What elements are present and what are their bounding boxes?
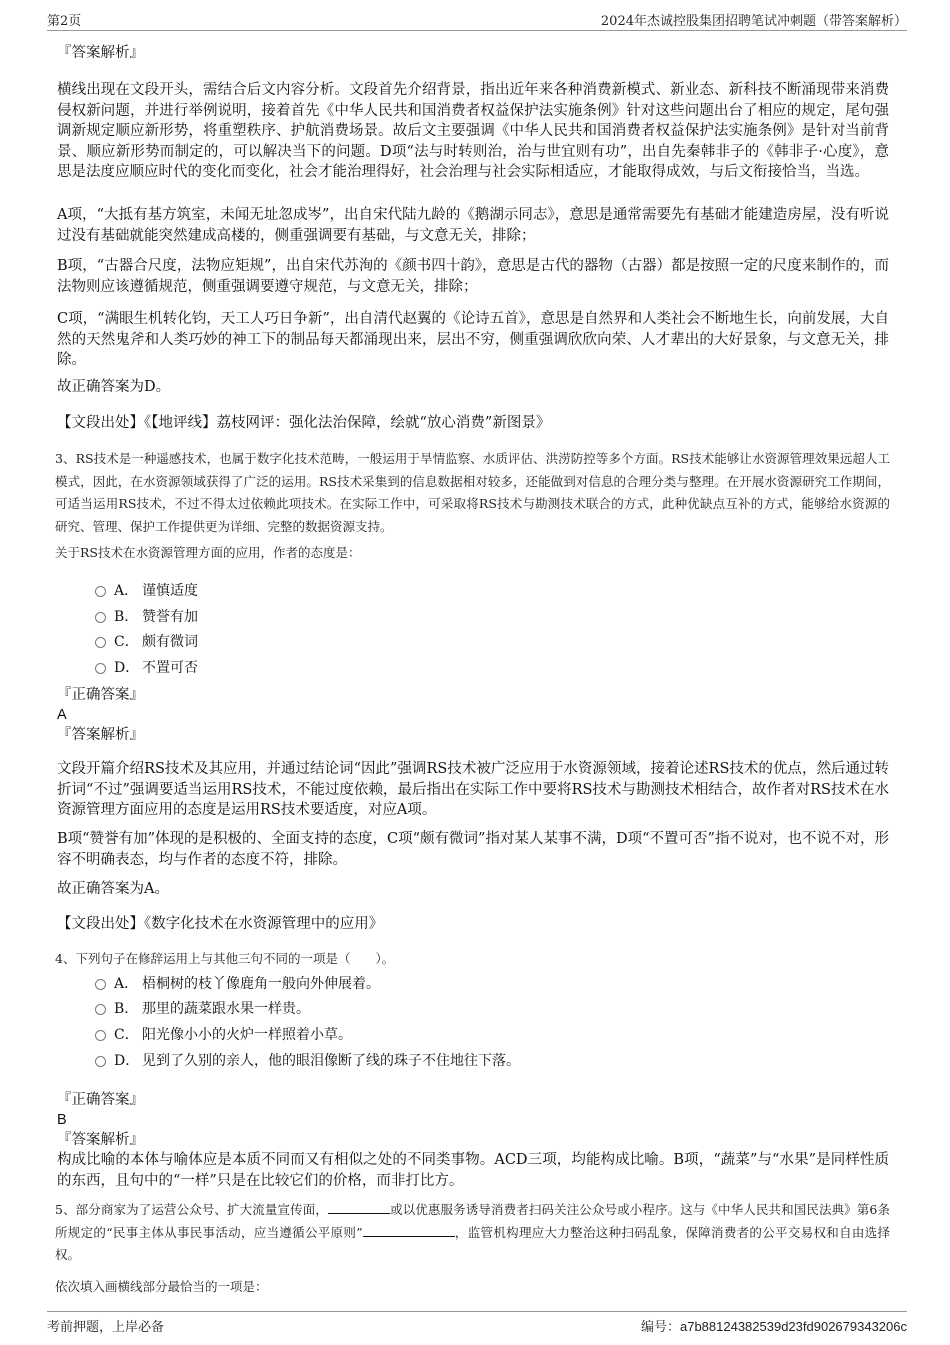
option-text: 颇有微词 xyxy=(142,634,198,650)
radio-icon[interactable] xyxy=(95,1030,106,1041)
q2-option-a-analysis: A项，“大抵有基方筑室，未闻无址忽成岑”，出自宋代陆九龄的《鹅湖示同志》，意思是通常需要先有基础才能建造房屋，没有听说过没有基础就能突然建成高楼的，侧重强调要有基础，与文意无关，排除； xyxy=(57,207,889,244)
q3-option-c[interactable]: C． 颇有微词 xyxy=(95,631,198,651)
q3-option-d[interactable]: D． 不置可否 xyxy=(95,657,198,677)
q3-analysis-paragraph-2: B项“赞誉有加”体现的是积极的、全面支持的态度，C项“颇有微词”指对某人某事不满，D项“不置可否”指不说对，也不说不对，形容不明确表态，均与作者的态度不符，排除。 xyxy=(57,831,889,868)
q4-answer-label: 『正确答案』 xyxy=(57,1092,144,1108)
document-title: 2024年杰诚控股集团招聘笔试冲刺题（带答案解析） xyxy=(600,14,907,29)
radio-icon[interactable] xyxy=(95,1004,106,1015)
q2-option-b-analysis: B项，“古器合尺度，法物应矩规”，出自宋代苏洵的《颜书四十韵》，意思是古代的器物（古器）都是按照一定的尺度来制作的，而法物则应该遵循规范，侧重强调要遵守规范，与文意无关，排除； xyxy=(57,258,889,295)
footer-code: 编号：a7b88124382539d23fd902679343206c xyxy=(640,1319,907,1335)
q5-question: 依次填入画横线部分最恰当的一项是： xyxy=(55,1279,268,1294)
q3-analysis-paragraph: 文段开篇介绍RS技术及其应用，并通过结论词“因此”强调RS技术被广泛应用于水资源领域，接着论述RS技术的优点，然后通过转折词“不过”强调要适当运用RS技术，不能过度依赖，最后指出在实际工作中要将RS技术与勘测技术相结合，故作者对RS技术在水资源管理方面应用的态度是运用RS技术要适度，对应A项。 xyxy=(57,761,889,818)
page-number: 第2页 xyxy=(47,14,82,29)
option-text: 那里的蔬菜跟水果一样贵。 xyxy=(142,1001,310,1017)
page-header xyxy=(47,8,907,31)
q2-option-c-analysis: C项，“满眼生机转化钧，天工人巧日争新”，出自清代赵翼的《论诗五首》，意思是自然界和人类社会不断地生长，向前发展，大自然的天然鬼斧和人类巧妙的神工下的制品每天都涌现出来，层出不穷，侧重强调欣欣向荣、人才辈出的大好景象，与文意无关，排除。 xyxy=(57,311,889,368)
option-text: 赞誉有加 xyxy=(142,609,198,625)
q2-conclusion: 故正确答案为D。 xyxy=(57,379,171,395)
q2-source: 【文段出处】《【地评线】荔枝网评：强化法治保障，绘就“放心消费”新图景》 xyxy=(57,415,551,431)
q3-analysis-label: 『答案解析』 xyxy=(57,727,144,743)
q4-stem: 4、下列句子在修辞运用上与其他三句不同的一项是（ ）。 xyxy=(55,951,395,966)
q4-option-c[interactable]: C． 阳光像小小的火炉一样照着小草。 xyxy=(95,1024,352,1044)
option-text: 见到了久别的亲人，他的眼泪像断了线的珠子不住地往下落。 xyxy=(142,1053,520,1069)
q3-stem: 3、RS技术是一种遥感技术，也属于数字化技术范畴，一般运用于旱情监察、水质评估、洪涝防控等多个方面。RS技术能够让水资源管理效果远超人工模式，因此，在水资源领域获得了广泛的运用。RS技术采集到的信息数据相对较多，还能做到对信息的合理分类与整理。在开展水资源研究工作期间，可适当运用RS技术，不过不得太过依赖此项技术。在实际工作中，可采取将RS技术与勘测技术联合的方式，此种优缺点互补的方式，能够给水资源的研究、管理、保护工作提供更为详细、完整的数据资源支持。 xyxy=(55,451,890,534)
page-footer xyxy=(47,1311,907,1336)
q4-option-d[interactable]: D． 见到了久别的亲人，他的眼泪像断了线的珠子不住地往下落。 xyxy=(95,1050,520,1070)
q3-option-b[interactable]: B． 赞誉有加 xyxy=(95,606,198,626)
q3-answer: A xyxy=(57,707,67,723)
q3-conclusion: 故正确答案为A。 xyxy=(57,881,169,897)
radio-icon[interactable] xyxy=(95,612,106,623)
radio-icon[interactable] xyxy=(95,637,106,648)
q3-question: 关于RS技术在水资源管理方面的应用，作者的态度是： xyxy=(55,545,361,560)
option-text: 阳光像小小的火炉一样照着小草。 xyxy=(142,1027,352,1043)
footer-slogan: 考前押题，上岸必备 xyxy=(47,1320,165,1335)
q3-answer-label: 『正确答案』 xyxy=(57,687,144,703)
radio-icon[interactable] xyxy=(95,979,106,990)
q3-option-a[interactable]: A． 谨慎适度 xyxy=(95,580,198,600)
q4-option-a[interactable]: A． 梧桐树的枝丫像鹿角一般向外伸展着。 xyxy=(95,973,380,993)
q4-answer: B xyxy=(57,1112,67,1128)
q2-analysis-paragraph: 横线出现在文段开头，需结合后文内容分析。文段首先介绍背景，指出近年来各种消费新模式、新业态、新科技不断涌现带来消费侵权新问题，并进行举例说明，接着首先《中华人民共和国消费者权益保护法实施条例》针对这些问题出台了相应的规定，尾句强调新规定顺应新形势，将重塑秩序、护航消费场景。故后文主要强调《中华人民共和国消费者权益保护法实施条例》是针对当前背景、顺应新形势而制定的，可以解决当下的问题。D项“法与时转则治，治与世宜则有功”，出自先秦韩非子的《韩非子·心度》，意思是法度应顺应时代的变化而变化，社会才能治理得好，社会治理与社会实际相适应，才能取得成效，与后文衔接恰当，当选。 xyxy=(57,82,889,180)
radio-icon[interactable] xyxy=(95,1056,106,1067)
radio-icon[interactable] xyxy=(95,663,106,674)
q4-option-b[interactable]: B． 那里的蔬菜跟水果一样贵。 xyxy=(95,998,310,1018)
option-text: 梧桐树的枝丫像鹿角一般向外伸展着。 xyxy=(142,976,380,992)
q5-stem: 5、部分商家为了运营公众号、扩大流量宣传面， 或以优惠服务诱导消费者扫码关注公众号或小程序。这与《中华人民共和国民法典》第6条所规定的“民事主体从事民事活动，应当遵循公平原则” ，监管机构理应大力整治这种扫码乱象，保障消费者的公平交易权和自由选择权。 xyxy=(55,1199,890,1267)
fill-blank-2[interactable] xyxy=(363,1222,455,1237)
q2-analysis-label: 『答案解析』 xyxy=(57,45,144,61)
option-text: 不置可否 xyxy=(142,660,198,676)
q4-analysis-paragraph: 构成比喻的本体与喻体应是本质不同而又有相似之处的不同类事物。ACD三项，均能构成比喻。B项，“蔬菜”与“水果”是同样性质的东西，且句中的“一样”只是在比较它们的价格，而非打比方。 xyxy=(57,1152,889,1189)
q3-source: 【文段出处】《数字化技术在水资源管理中的应用》 xyxy=(57,916,384,932)
option-text: 谨慎适度 xyxy=(142,583,198,599)
fill-blank-1[interactable] xyxy=(328,1199,390,1214)
radio-icon[interactable] xyxy=(95,586,106,597)
q4-analysis-label: 『答案解析』 xyxy=(57,1132,144,1148)
